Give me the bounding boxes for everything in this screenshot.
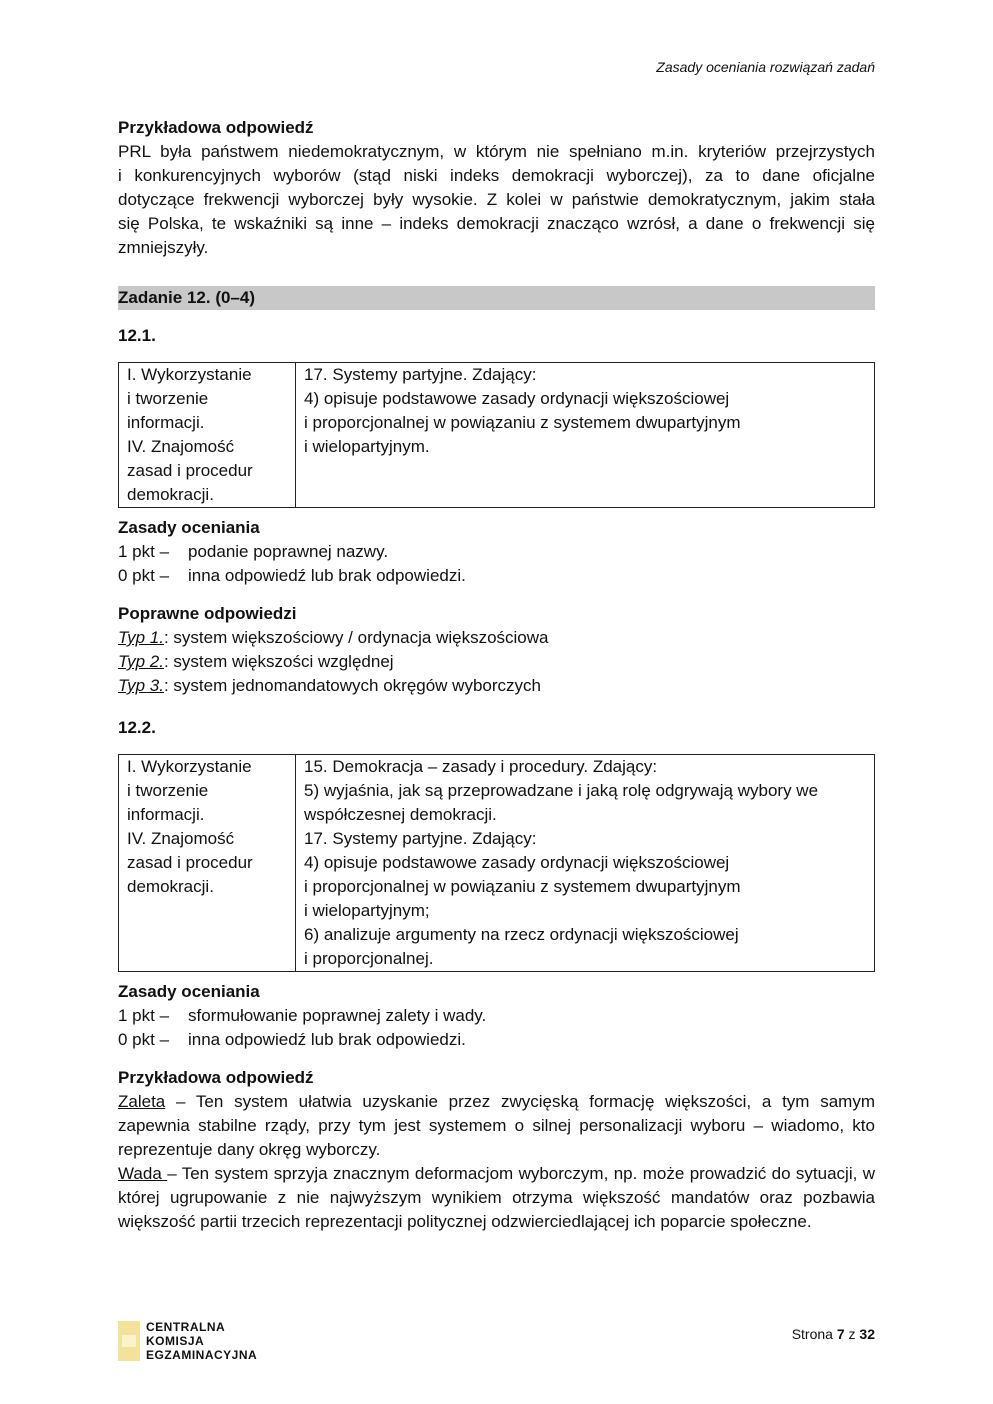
detailed-requirements-cell: [296, 755, 875, 972]
answer-line: [118, 626, 875, 650]
logo-line: KOMISJA: [146, 1334, 205, 1348]
task-title-bar: Zadanie 12. (0–4): [118, 286, 875, 310]
req-line: IV. Znajomość: [127, 437, 235, 456]
req-line: zasad i procedur: [127, 853, 253, 872]
req-line: 17. Systemy partyjne. Zdający:: [304, 829, 537, 848]
general-requirements-cell: [119, 363, 296, 508]
answers-heading: Poprawne odpowiedzi: [118, 604, 297, 623]
page-header: Zasady oceniania rozwiązań zadań: [656, 59, 875, 75]
disadvantage-paragraph: [118, 1162, 875, 1234]
intro-line: dotyczące frekwencji wyborczej były wysokie. Z kolei w państwie demokratycznym, jakim stała: [118, 190, 875, 209]
req-line: 15. Demokracja – zasady i procedury. Zdający:: [304, 757, 658, 776]
answer-text: : system większości względnej: [163, 652, 394, 671]
advantage-text: – Ten system ułatwia uzyskanie przez zwycięską formację większości, a tym samym zapewnia stabilne rządy, przy tym jest systemem o silnej personalizacji wyboru – wiadomo, kto reprezentuje dany okręg wyborczy.: [118, 1092, 875, 1159]
subtask-id: 12.1.: [118, 326, 156, 345]
grading-text: inna odpowiedź lub brak odpowiedzi.: [188, 566, 466, 585]
intro-paragraph: [118, 140, 875, 260]
answer-line: [118, 674, 875, 698]
disadvantage-label: Wada: [118, 1164, 168, 1183]
req-line: demokracji.: [127, 877, 214, 896]
req-line: i wielopartyjnym.: [304, 437, 430, 456]
logo-line: EGZAMINACYJNA: [146, 1348, 258, 1362]
grading-points: 1 pkt –: [118, 542, 170, 561]
req-line: informacji.: [127, 805, 205, 824]
grading-heading: Zasady oceniania: [118, 982, 260, 1001]
req-line: i tworzenie: [127, 781, 209, 800]
req-line: i proporcjonalnej.: [304, 949, 434, 968]
cke-logo: [118, 1320, 257, 1362]
requirements-table: [118, 754, 875, 972]
req-line: 4) opisuje podstawowe zasady ordynacji większościowej: [304, 389, 730, 408]
grading-row: [118, 1028, 875, 1052]
intro-line: zmniejszyły.: [118, 238, 209, 257]
advantage-label: Zaleta: [118, 1092, 166, 1111]
page-total: 32: [859, 1326, 875, 1342]
document-content: [118, 116, 875, 1234]
req-line: i proporcjonalnej w powiązaniu z systemem dwupartyjnym: [304, 413, 741, 432]
intro-heading: Przykładowa odpowiedź: [118, 118, 314, 137]
req-line: i wielopartyjnym;: [304, 901, 430, 920]
req-line: demokracji.: [127, 485, 214, 504]
grading-heading: Zasady oceniania: [118, 518, 260, 537]
requirements-table: [118, 362, 875, 508]
page-number: [792, 1324, 875, 1344]
grading-row: [118, 1004, 875, 1028]
req-line: współczesnej demokracji.: [304, 805, 497, 824]
advantage-paragraph: [118, 1090, 875, 1162]
req-line: 17. Systemy partyjne. Zdający:: [304, 365, 537, 384]
detailed-requirements-cell: [296, 363, 875, 508]
grading-row: [118, 540, 875, 564]
intro-line: i konkurencyjnych wyborów (stąd niski indeks demokracji wyborczej), za to dane oficjalne: [118, 166, 875, 185]
answer-type-label: Typ 1.: [118, 628, 164, 647]
grading-points: 0 pkt –: [118, 1030, 170, 1049]
grading-points: 1 pkt –: [118, 1006, 170, 1025]
grading-points: 0 pkt –: [118, 566, 170, 585]
req-line: IV. Znajomość: [127, 829, 235, 848]
page-separator: z: [844, 1326, 860, 1342]
req-line: 6) analizuje argumenty na rzecz ordynacji większościowej: [304, 925, 739, 944]
req-line: informacji.: [127, 413, 205, 432]
general-requirements-cell: [119, 755, 296, 972]
req-line: 4) opisuje podstawowe zasady ordynacji większościowej: [304, 853, 730, 872]
logo-line: CENTRALNA: [146, 1320, 226, 1334]
example-heading: Przykładowa odpowiedź: [118, 1068, 314, 1087]
req-line: I. Wykorzystanie: [127, 365, 252, 384]
req-line: i tworzenie: [127, 389, 209, 408]
intro-line: PRL była państwem niedemokratycznym, w którym nie spełniano m.in. kryteriów przejrzystych: [118, 142, 875, 161]
answer-line: [118, 650, 875, 674]
req-line: zasad i procedur: [127, 461, 253, 480]
page-prefix: Strona: [791, 1326, 837, 1342]
answer-text: : system większościowy / ordynacja większościowa: [163, 628, 549, 647]
req-line: i proporcjonalnej w powiązaniu z systemem dwupartyjnym: [304, 877, 741, 896]
grading-row: [118, 564, 875, 588]
cke-logo-text: [146, 1320, 257, 1362]
page-current: 7: [836, 1326, 845, 1342]
disadvantage-text: – Ten system sprzyja znacznym deformacjom wyborczym, np. może prowadzić do sytuacji, w której ugrupowanie z nie najwyższym wynikiem otrzyma większość mandatów oraz pozbawia większość partii trzecich reprezentacji politycznej odzwierciedlającej ich poparcie społeczne.: [118, 1164, 875, 1231]
answer-text: : system jednomandatowych okręgów wyborczych: [163, 676, 541, 695]
grading-text: inna odpowiedź lub brak odpowiedzi.: [188, 1030, 466, 1049]
grading-text: sformułowanie poprawnej zalety i wady.: [188, 1006, 487, 1025]
answer-type-label: Typ 3.: [118, 676, 164, 695]
subtask-id: 12.2.: [118, 718, 156, 737]
cke-logo-icon: [118, 1321, 140, 1361]
req-line: I. Wykorzystanie: [127, 757, 252, 776]
intro-line: się Polska, te wskaźniki są inne – indeks demokracji znacząco wzrósł, a dane o frekwencji się: [118, 214, 875, 233]
answer-type-label: Typ 2.: [118, 652, 164, 671]
grading-text: podanie poprawnej nazwy.: [188, 542, 389, 561]
req-line: 5) wyjaśnia, jak są przeprowadzane i jaką rolę odgrywają wybory we: [304, 781, 819, 800]
